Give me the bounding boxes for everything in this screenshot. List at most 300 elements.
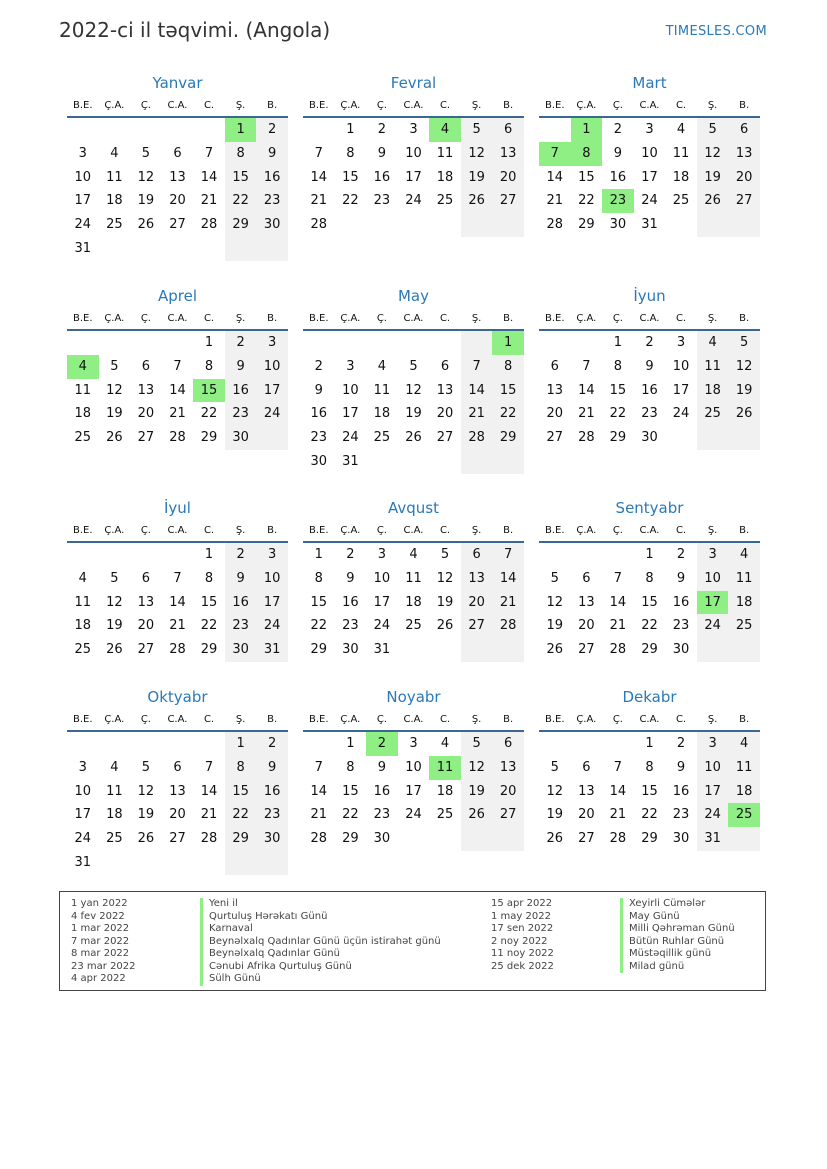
empty-cell	[492, 827, 524, 851]
day-cell: 31	[74, 854, 92, 870]
day-cell: 20	[492, 780, 524, 804]
week-row	[539, 803, 760, 827]
day-cell: 30	[672, 831, 690, 847]
day-cell: 29	[225, 827, 257, 851]
weekday-header	[303, 96, 524, 118]
holiday-date: 8 mar 2022	[71, 948, 130, 959]
week-row	[539, 426, 760, 450]
empty-cell	[429, 450, 461, 474]
month-name: Fevral	[390, 74, 437, 92]
day-cell: 8	[346, 145, 355, 161]
day-cell: 18	[672, 169, 690, 185]
day-cell: 2	[314, 358, 323, 374]
day-cell: 6	[582, 570, 591, 586]
month-10	[303, 684, 524, 851]
day-cell: 10	[74, 783, 92, 799]
day-cell: 25	[106, 217, 123, 233]
day-cell: 9	[346, 570, 355, 586]
week-row	[539, 567, 760, 591]
week-row	[303, 780, 524, 804]
day-cell: 11	[106, 169, 123, 185]
day-cell: 24	[74, 217, 92, 233]
holiday-name: Müstəqillik günü	[620, 948, 711, 961]
day-cell: 26	[405, 430, 422, 446]
holiday-date: 23 mar 2022	[71, 960, 136, 972]
day-cell: 7	[461, 355, 493, 379]
day-cell: 31	[74, 240, 92, 256]
day-cell: 20	[137, 618, 155, 634]
weekday-label: B.E.	[309, 100, 329, 111]
week-row	[303, 379, 524, 403]
day-cell: 20	[169, 807, 186, 823]
day-cell: 13	[436, 382, 454, 398]
weekday-label: Ç.	[376, 313, 387, 324]
empty-cell	[162, 237, 194, 261]
day-cell: 15	[609, 382, 627, 398]
weekday-label: C.A.	[167, 525, 188, 536]
day-cell: 12	[546, 594, 564, 610]
day-cell: 28	[578, 430, 595, 446]
week-row	[539, 591, 760, 615]
empty-cell	[728, 426, 760, 450]
day-cell: 14	[200, 783, 218, 799]
empty-cell	[130, 331, 162, 355]
day-cell: 21	[578, 406, 595, 422]
weekday-label: C.A.	[639, 525, 660, 536]
week-row	[539, 827, 760, 851]
day-cell: 9	[377, 759, 387, 775]
weekday-label: Ş.	[235, 525, 246, 536]
week-row	[67, 189, 288, 213]
empty-cell	[366, 450, 398, 474]
empty-cell	[67, 732, 99, 756]
day-cell: 4	[676, 122, 686, 137]
day-cell: 5	[550, 759, 559, 775]
weekday-header	[67, 710, 288, 732]
day-cell: 11	[697, 355, 729, 379]
weekday-label: Ş.	[707, 100, 718, 111]
day-cell: 29	[641, 831, 658, 847]
weekday-label: C.A.	[403, 525, 424, 536]
day-cell: 20	[436, 406, 454, 422]
week-row	[539, 732, 760, 756]
empty-cell	[398, 827, 430, 851]
day-cell: 1	[645, 547, 654, 562]
holiday-item	[491, 898, 735, 911]
weekday-label: C.	[675, 313, 687, 324]
holiday-name: May Günü	[620, 911, 680, 924]
day-cell: 15	[578, 169, 595, 185]
weekday-label: Ş.	[471, 714, 482, 725]
day-cell: 1	[645, 736, 654, 751]
holiday-item	[71, 911, 441, 924]
weekday-label: Ç.A.	[340, 525, 361, 536]
day-cell: 18	[106, 807, 123, 823]
empty-cell	[67, 543, 99, 567]
empty-cell	[429, 331, 461, 355]
weekday-label: B.	[503, 714, 514, 725]
day-cell: 15	[641, 594, 658, 610]
weekday-label: Ç.	[612, 313, 623, 324]
day-cell: 30	[609, 217, 627, 233]
day-cell: 30	[342, 642, 359, 658]
weekday-label: Ş.	[707, 714, 718, 725]
day-cell: 17	[74, 807, 92, 823]
day-cell: 8	[613, 358, 623, 374]
weekday-label: Ç.A.	[340, 100, 361, 111]
day-cell: 24	[342, 430, 359, 446]
day-cell: 15	[193, 379, 225, 403]
empty-cell	[571, 543, 603, 567]
day-cell: 24	[641, 193, 658, 209]
month-8	[539, 495, 760, 662]
day-cell: 21	[461, 402, 493, 426]
day-cell: 4	[429, 118, 461, 142]
empty-cell	[162, 118, 194, 142]
day-cell: 17	[256, 379, 288, 403]
weekday-label: Ş.	[471, 525, 482, 536]
day-cell: 2	[676, 736, 686, 751]
day-cell: 20	[578, 618, 595, 634]
week-row	[303, 756, 524, 780]
day-cell: 18	[74, 618, 92, 634]
empty-cell	[162, 851, 194, 875]
day-cell: 8	[346, 759, 355, 775]
empty-cell	[461, 213, 493, 237]
day-cell: 24	[405, 807, 422, 823]
day-cell: 14	[546, 169, 564, 185]
day-cell: 18	[74, 406, 92, 422]
weekday-label: B.E.	[73, 100, 93, 111]
day-cell: 20	[169, 193, 186, 209]
weekday-header	[539, 96, 760, 118]
day-cell: 28	[609, 831, 627, 847]
weekday-label: B.E.	[73, 525, 93, 536]
holiday-date: 4 apr 2022	[71, 973, 126, 984]
day-cell: 25	[436, 193, 454, 209]
empty-cell	[67, 331, 99, 355]
day-cell: 3	[409, 736, 418, 751]
week-row	[303, 118, 524, 142]
day-cell: 8	[314, 570, 323, 586]
holiday-name: Milli Qəhrəman Günü	[620, 923, 735, 936]
weekday-label: Ç.A.	[576, 100, 597, 111]
week-row	[539, 213, 760, 237]
day-cell: 5	[440, 547, 450, 562]
empty-cell	[539, 543, 571, 567]
day-cell: 27	[169, 831, 186, 847]
day-cell: 18	[436, 169, 454, 185]
weekday-label: C.	[675, 714, 687, 725]
holiday-date: 1 may 2022	[491, 910, 551, 922]
day-cell: 7	[539, 142, 571, 166]
day-cell: 3	[78, 759, 87, 775]
day-cell: 9	[256, 756, 288, 780]
empty-cell	[335, 213, 367, 237]
day-cell: 5	[409, 358, 418, 374]
day-cell: 1	[204, 335, 214, 350]
day-cell: 15	[225, 166, 257, 190]
empty-cell	[429, 827, 461, 851]
holiday-item	[71, 923, 441, 936]
day-cell: 1	[613, 335, 623, 350]
day-cell: 5	[141, 759, 151, 775]
holiday-item	[491, 936, 735, 949]
day-cell: 4	[78, 570, 87, 586]
day-cell: 10	[342, 382, 359, 398]
brand-link[interactable]: TIMESLES.COM	[665, 24, 767, 39]
day-cell: 24	[697, 803, 729, 827]
day-cell: 18	[106, 193, 123, 209]
holiday-name: Yeni il	[200, 898, 238, 911]
day-cell: 7	[204, 145, 214, 161]
weekday-label: C.A.	[403, 100, 424, 111]
empty-cell	[366, 213, 398, 237]
week-row	[67, 237, 288, 261]
day-cell: 16	[641, 382, 658, 398]
week-row	[67, 732, 288, 756]
weekday-label: C.	[439, 313, 451, 324]
day-cell: 8	[204, 570, 214, 586]
day-cell: 3	[697, 543, 729, 567]
week-row	[303, 591, 524, 615]
weekday-label: Ç.	[376, 100, 387, 111]
holiday-item	[491, 961, 735, 974]
empty-cell	[130, 543, 162, 567]
day-cell: 16	[373, 783, 391, 799]
day-cell: 5	[461, 732, 493, 756]
empty-cell	[697, 638, 729, 662]
weekday-label: B.	[503, 313, 514, 324]
day-cell: 5	[110, 358, 119, 374]
day-cell: 21	[546, 193, 564, 209]
day-cell: 26	[106, 430, 123, 446]
empty-cell	[130, 851, 162, 875]
day-cell: 17	[641, 169, 658, 185]
day-cell: 27	[461, 614, 493, 638]
day-cell: 5	[550, 570, 559, 586]
weekday-label: C.A.	[639, 100, 660, 111]
day-cell: 13	[578, 594, 595, 610]
weekday-label: B.E.	[309, 313, 329, 324]
day-cell: 12	[106, 594, 123, 610]
day-cell: 16	[225, 591, 257, 615]
day-cell: 12	[728, 355, 760, 379]
month-name: İyun	[633, 287, 666, 305]
month-name: Yanvar	[152, 74, 203, 92]
day-cell: 14	[578, 382, 595, 398]
day-cell: 26	[137, 217, 155, 233]
day-cell: 2	[676, 547, 686, 562]
month-2	[539, 70, 760, 237]
weekday-label: Ç.	[376, 525, 387, 536]
day-cell: 10	[641, 145, 658, 161]
weekday-label: C.A.	[639, 313, 660, 324]
week-row	[67, 780, 288, 804]
empty-cell	[256, 851, 288, 875]
day-cell: 13	[728, 142, 760, 166]
day-cell: 23	[342, 618, 359, 634]
day-cell: 14	[461, 379, 493, 403]
day-cell: 2	[225, 331, 257, 355]
day-cell: 17	[342, 406, 359, 422]
day-cell: 3	[346, 358, 355, 374]
day-cell: 31	[697, 827, 729, 851]
day-cell: 23	[602, 189, 634, 213]
day-cell: 27	[578, 831, 595, 847]
day-cell: 4	[697, 331, 729, 355]
day-cell: 29	[342, 831, 359, 847]
day-cell: 14	[609, 783, 627, 799]
holiday-list-left	[71, 898, 441, 986]
holiday-date: 4 fev 2022	[71, 910, 125, 922]
day-cell: 25	[74, 430, 92, 446]
weekday-label: C.	[439, 100, 451, 111]
day-cell: 14	[169, 382, 186, 398]
month-6	[67, 495, 288, 662]
day-cell: 25	[405, 618, 422, 634]
day-cell: 1	[346, 736, 355, 751]
day-cell: 19	[728, 379, 760, 403]
day-cell: 29	[609, 430, 627, 446]
week-row	[303, 803, 524, 827]
day-cell: 28	[492, 614, 524, 638]
empty-cell	[492, 213, 524, 237]
day-cell: 16	[609, 169, 627, 185]
day-cell: 7	[173, 358, 182, 374]
day-cell: 12	[436, 570, 454, 586]
empty-cell	[193, 732, 225, 756]
empty-cell	[398, 450, 430, 474]
day-cell: 6	[728, 118, 760, 142]
empty-cell	[728, 213, 760, 237]
day-cell: 9	[225, 355, 257, 379]
day-cell: 31	[256, 638, 288, 662]
week-row	[303, 614, 524, 638]
day-cell: 22	[641, 807, 658, 823]
day-cell: 23	[373, 193, 391, 209]
day-cell: 28	[169, 642, 186, 658]
month-0	[67, 70, 288, 261]
day-cell: 7	[314, 145, 323, 161]
weekday-label: Ç.A.	[104, 714, 125, 725]
empty-cell	[193, 118, 225, 142]
day-cell: 12	[106, 382, 123, 398]
empty-cell	[193, 237, 225, 261]
day-cell: 29	[492, 426, 524, 450]
holiday-item	[491, 911, 735, 924]
day-cell: 6	[492, 732, 524, 756]
empty-cell	[256, 237, 288, 261]
weekday-label: Ç.A.	[576, 313, 597, 324]
empty-cell	[256, 426, 288, 450]
holiday-date: 25 dek 2022	[491, 960, 554, 972]
day-cell: 5	[728, 331, 760, 355]
day-cell: 12	[405, 382, 422, 398]
day-cell: 3	[256, 543, 288, 567]
weekday-label: Ç.	[140, 525, 151, 536]
day-cell: 3	[78, 145, 87, 161]
day-cell: 8	[645, 570, 654, 586]
empty-cell	[398, 213, 430, 237]
day-cell: 19	[106, 618, 123, 634]
day-cell: 9	[645, 358, 654, 374]
day-cell: 29	[641, 642, 658, 658]
day-cell: 25	[728, 614, 760, 638]
weekday-label: B.	[739, 313, 750, 324]
empty-cell	[99, 732, 131, 756]
week-row	[67, 756, 288, 780]
day-cell: 30	[310, 453, 328, 469]
day-cell: 13	[169, 169, 186, 185]
day-cell: 12	[461, 756, 493, 780]
day-cell: 11	[436, 145, 454, 161]
day-cell: 27	[169, 217, 186, 233]
day-cell: 2	[256, 118, 288, 142]
weekday-label: B.	[739, 525, 750, 536]
week-row	[303, 213, 524, 237]
week-row	[67, 166, 288, 190]
day-cell: 17	[697, 780, 729, 804]
empty-cell	[492, 450, 524, 474]
day-cell: 4	[110, 759, 119, 775]
day-cell: 14	[492, 567, 524, 591]
day-cell: 24	[74, 831, 92, 847]
week-row	[539, 142, 760, 166]
empty-cell	[539, 118, 571, 142]
holiday-item	[71, 961, 441, 974]
day-cell: 28	[310, 217, 328, 233]
holiday-name: Milad günü	[620, 961, 684, 974]
day-cell: 30	[373, 831, 391, 847]
day-cell: 11	[728, 567, 760, 591]
day-cell: 23	[256, 189, 288, 213]
day-cell: 24	[256, 614, 288, 638]
day-cell: 19	[137, 193, 155, 209]
weekday-label: Ç.A.	[104, 313, 125, 324]
day-cell: 11	[429, 756, 461, 780]
day-cell: 18	[697, 379, 729, 403]
week-row	[539, 331, 760, 355]
empty-cell	[429, 638, 461, 662]
empty-cell	[398, 331, 430, 355]
day-cell: 7	[204, 759, 214, 775]
week-row	[67, 402, 288, 426]
holiday-name: Beynəlxalq Qadınlar Günü üçün istirahət günü	[200, 936, 441, 949]
day-cell: 1	[314, 547, 323, 562]
holiday-name: Bütün Ruhlar Günü	[620, 936, 724, 949]
day-cell: 3	[645, 122, 654, 137]
day-cell: 13	[492, 142, 524, 166]
week-row	[67, 331, 288, 355]
weekday-label: Ç.	[140, 100, 151, 111]
week-row	[303, 567, 524, 591]
day-cell: 4	[728, 543, 760, 567]
weekday-label: B.	[267, 525, 278, 536]
month-7	[303, 495, 524, 662]
day-cell: 6	[173, 145, 182, 161]
day-cell: 10	[256, 355, 288, 379]
weekday-label: Ç.	[140, 714, 151, 725]
day-cell: 3	[256, 331, 288, 355]
empty-cell	[697, 213, 729, 237]
day-cell: 13	[137, 382, 155, 398]
day-cell: 15	[200, 594, 218, 610]
month-name: Avqust	[388, 499, 439, 517]
week-row	[303, 638, 524, 662]
empty-cell	[665, 426, 697, 450]
empty-cell	[99, 543, 131, 567]
